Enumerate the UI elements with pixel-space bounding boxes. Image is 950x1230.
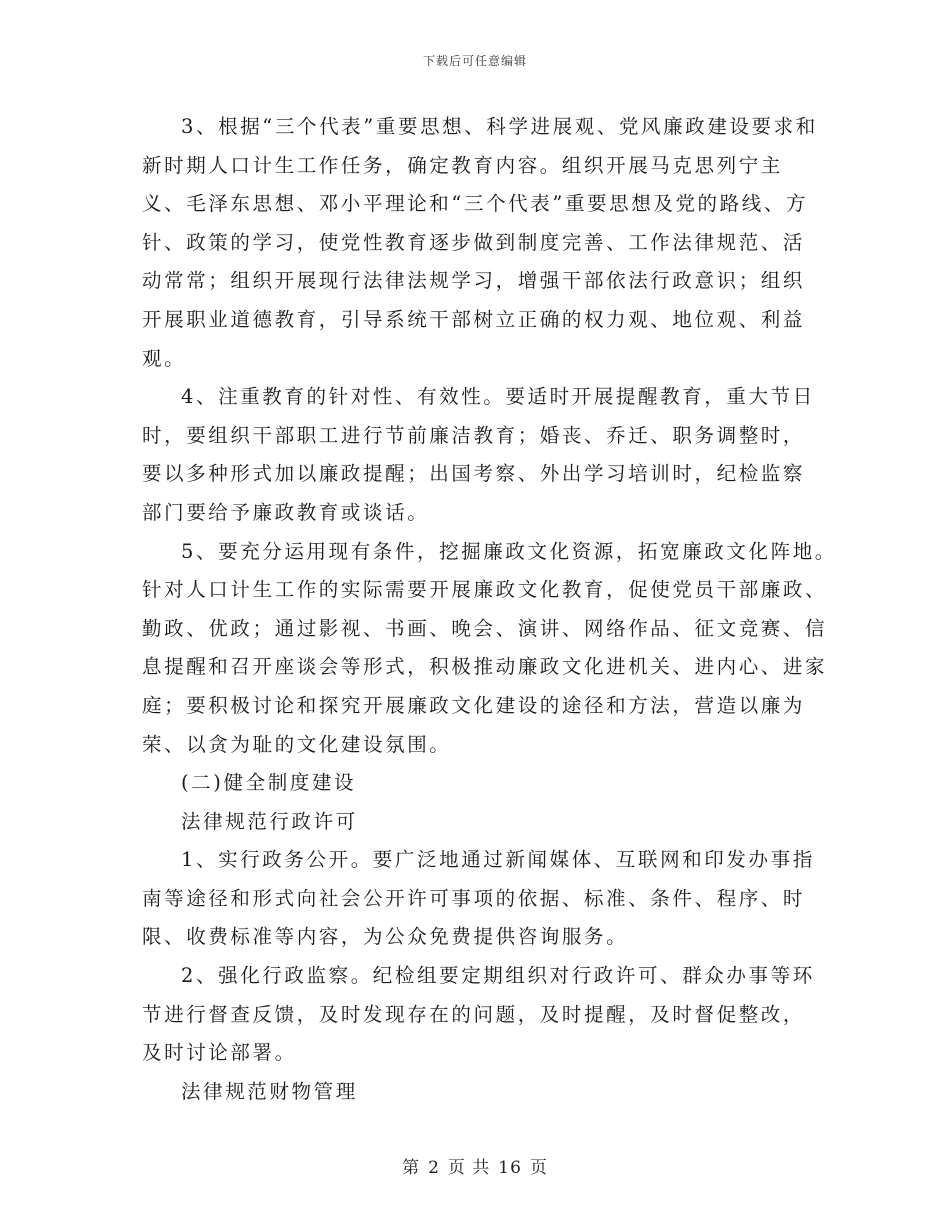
footer-suffix: 页 <box>529 1158 548 1178</box>
paragraph-item-4: 4、注重教育的针对性、有效性。要适时开展提醒教育，重大节日时，要组织干部职工进行节前廉洁教育；婚丧、乔迁、职务调整时，要以多种形式加以廉政提醒；出国考察、外出学习培训时，纪检监察部门要给予廉政教育或谈话。 <box>142 385 815 524</box>
footer-page-number: 2 <box>428 1158 440 1178</box>
subsection-heading-administrative-licensing: 法律规范行政许可 <box>181 809 358 833</box>
subsection-heading-property-management: 法律规范财物管理 <box>181 1079 358 1103</box>
footer-middle: 页 共 <box>447 1158 491 1178</box>
section-heading-system-building: (二)健全制度建设 <box>181 771 357 795</box>
footer-prefix: 第 <box>402 1158 421 1178</box>
footer-total-pages: 16 <box>498 1158 522 1178</box>
page-footer <box>0 1153 950 1178</box>
page-header: 下载后可任意编辑 <box>422 54 527 68</box>
paragraph-government-affairs-openness: 1、实行政务公开。要广泛地通过新闻媒体、互联网和印发办事指南等途径和形式向社会公开许可事项的依据、标准、条件、程序、时限、收费标准等内容，为公众免费提供咨询服务。 <box>142 848 815 949</box>
paragraph-item-5: 5、要充分运用现有条件，挖掘廉政文化资源，拓宽廉政文化阵地。针对人口计生工作的实际需要开展廉政文化教育，促使党员干部廉政、勤政、优政；通过影视、书画、晚会、演讲、网络作品、征文竞赛、信息提醒和召开座谈会等形式，积极推动廉政文化进机关、进内心、进家庭；要积极讨论和探究开展廉政文化建设的途径和方法，营造以廉为荣、以贪为耻的文化建设氛围。 <box>142 539 837 756</box>
document-body <box>142 108 837 1111</box>
paragraph-administrative-supervision: 2、强化行政监察。纪检组要定期组织对行政许可、群众办事等环节进行督查反馈，及时发现存在的问题，及时提醒，及时督促整改，及时讨论部署。 <box>142 964 815 1065</box>
paragraph-item-3: 3、根据“三个代表”重要思想、科学进展观、党风廉政建设要求和新时期人口计生工作任务，确定教育内容。组织开展马克思列宁主义、毛泽东思想、邓小平理论和“三个代表”重要思想及党的路线、方针、政策的学习，使党性教育逐步做到制度完善、工作法律规范、活动常常；组织开展现行法律法规学习，增强干部依法行政意识；组织开展职业道德教育，引导系统干部树立正确的权力观、地位观、利益观。 <box>142 115 818 370</box>
